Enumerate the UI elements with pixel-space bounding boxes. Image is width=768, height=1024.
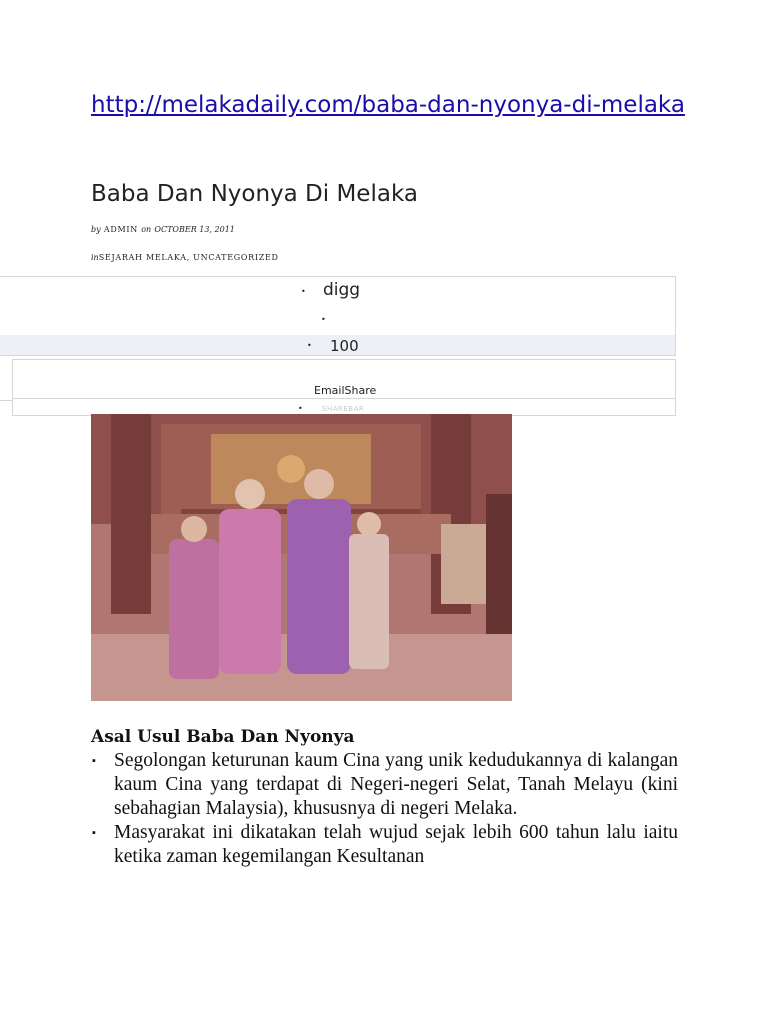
- post-byline: [91, 225, 235, 234]
- list-bullet: •: [301, 287, 306, 296]
- list-item: ▪ Masyarakat ini dikatakan telah wujud sejak lebih 600 tahun lalu iaitu ketika zaman kegemilangan Kesultanan: [91, 821, 678, 869]
- digg-share-button[interactable]: digg: [323, 280, 361, 300]
- post-title: Baba Dan Nyonya Di Melaka: [91, 181, 418, 207]
- family-photo: [91, 414, 512, 701]
- share-panel-edge: [0, 359, 12, 401]
- post-categories: [91, 253, 279, 262]
- section-heading: Asal Usul Baba Dan Nyonya: [91, 727, 355, 747]
- author-link[interactable]: ADMIN: [103, 225, 138, 234]
- sharebar-label: SHAREBAR: [322, 405, 365, 413]
- list-bullet: •: [321, 315, 326, 324]
- categories-prefix: in: [91, 253, 99, 262]
- list-bullet: •: [298, 404, 303, 413]
- list-item: ▪ Segolongan keturunan kaum Cina yang unik kedudukannya di kalangan kaum Cina yang terdapat di Negeri-negeri Selat, Tanah Melayu (kini sebahagian Malaysia), khususnya di negeri Melaka.: [91, 749, 678, 821]
- byline-on: on: [141, 225, 152, 234]
- source-url-link[interactable]: http://melakadaily.com/baba-dan-nyonya-di-melaka: [91, 92, 685, 118]
- article-bullet-list: [91, 749, 678, 869]
- list-bullet: •: [307, 341, 312, 350]
- email-share-button[interactable]: EmailShare: [314, 384, 377, 397]
- share-count: 100: [330, 337, 359, 355]
- categories-links[interactable]: SEJARAH MELAKA, UNCATEGORIZED: [98, 253, 279, 262]
- post-date: OCTOBER 13, 2011: [154, 225, 235, 234]
- byline-prefix: by: [91, 225, 101, 234]
